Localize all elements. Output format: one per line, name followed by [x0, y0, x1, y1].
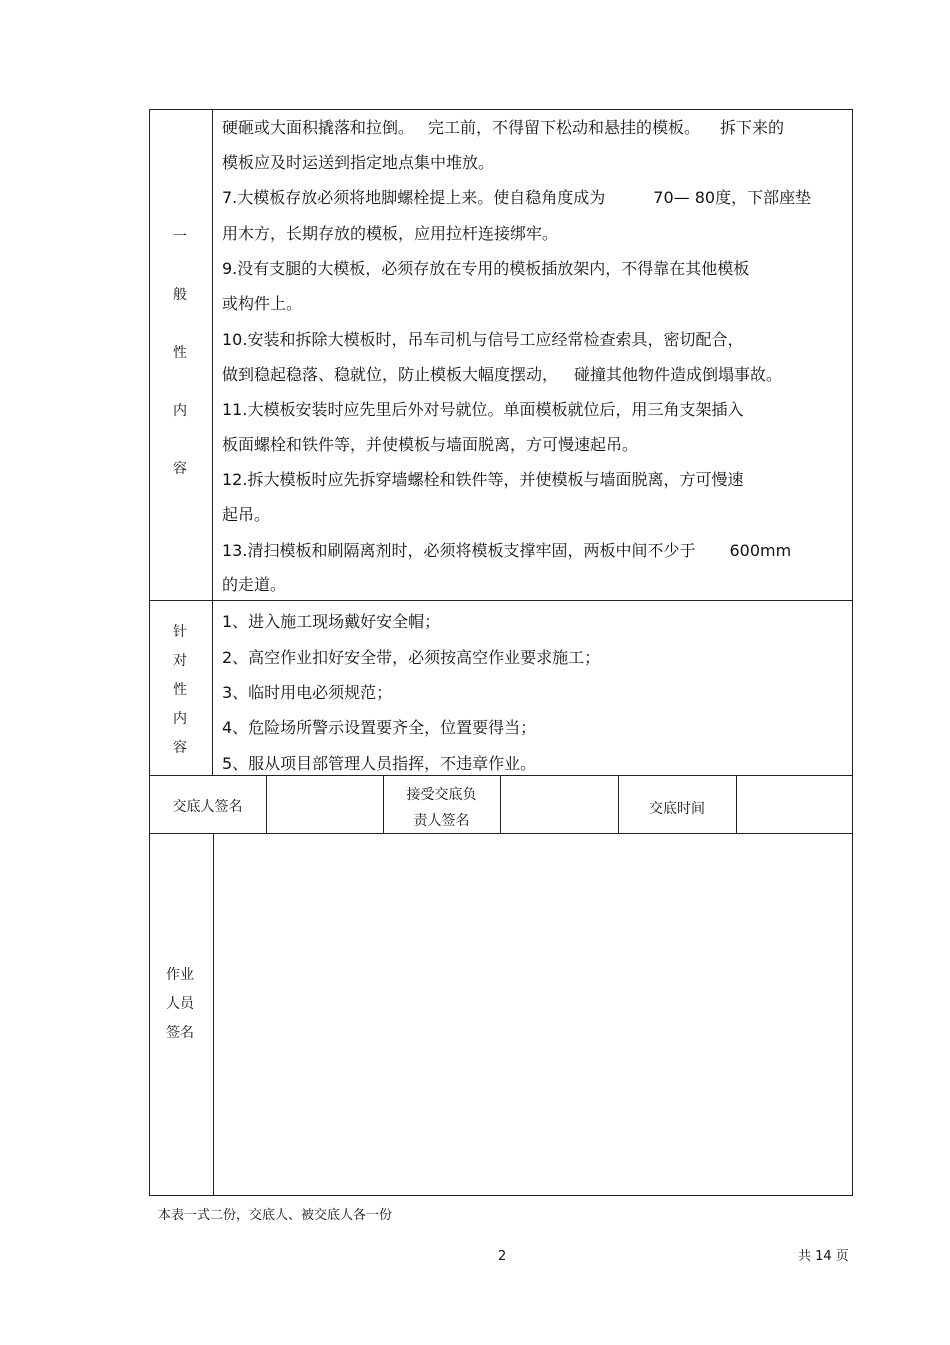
workers-signature-area[interactable] [214, 834, 853, 1196]
general-line-part: 做到稳起稳落、稳就位，防止模板大幅度摆动， [222, 365, 559, 384]
disclosure-time-field[interactable] [736, 798, 853, 816]
general-line: 用木方，长期存放的模板，应用拉杆连接绑牢。 [222, 224, 559, 243]
page-number: 2 [498, 1249, 507, 1264]
targeted-label-char: 针 [173, 624, 187, 640]
discloser-signature-field[interactable] [266, 798, 383, 816]
general-label-char: 容 [173, 461, 187, 477]
targeted-label-char: 内 [173, 711, 187, 727]
general-line-part: 硬砸或大面积撬落和拉倒。 [222, 118, 415, 137]
general-line-part: 碰撞其他物件造成倒塌事故。 [574, 365, 783, 384]
discloser-signature-label: 交底人签名 [172, 799, 243, 815]
general-line: 或构件上。 [222, 294, 303, 313]
total-pages: 共 14 页 [798, 1249, 849, 1264]
general-line [222, 188, 811, 208]
targeted-item: 2、高空作业扣好安全带，必须按高空作业要求施工； [222, 648, 601, 667]
general-label-char: 般 [173, 287, 187, 303]
targeted-item: 4、危险场所警示设置要齐全，位置要得当； [222, 718, 537, 737]
targeted-label-char: 容 [173, 740, 187, 756]
general-line: 模板应及时运送到指定地点集中堆放。 [222, 153, 495, 172]
targeted-item: 5、服从项目部管理人员指挥，不违章作业。 [222, 754, 537, 773]
general-label-char: 内 [173, 403, 187, 419]
general-label-char: 一 [173, 229, 187, 245]
footer-note: 本表一式二份，交底人、被交底人各一份 [158, 1208, 393, 1223]
row-divider-general-targeted [149, 600, 853, 601]
workers-signature-label: 签名 [166, 1025, 194, 1041]
general-line [222, 541, 791, 561]
row-divider-targeted-signature [149, 775, 853, 776]
general-line-part: 70— 80度，下部座垫 [653, 188, 812, 207]
targeted-item: 3、临时用电必须规范； [222, 683, 393, 702]
general-label-char: 性 [173, 345, 187, 361]
general-line-part: 完工前，不得留下松动和悬挂的模板。 [428, 118, 701, 137]
general-line: 9.没有支腿的大模板，必须存放在专用的模板插放架内，不得靠在其他模板 [222, 259, 750, 278]
general-line [222, 118, 784, 138]
targeted-label-char: 性 [173, 682, 187, 698]
receiver-signature-field[interactable] [500, 798, 618, 816]
general-line: 12.拆大模板时应先拆穿墙螺栓和铁件等，并使模板与墙面脱离，方可慢速 [222, 470, 744, 489]
general-line: 10.安装和拆除大模板时，吊车司机与信号工应经常检查索具，密切配合， [222, 330, 744, 349]
targeted-label-char: 对 [173, 653, 187, 669]
general-line [222, 365, 782, 385]
general-line: 板面螺栓和铁件等，并使模板与墙面脱离，方可慢速起吊。 [222, 435, 639, 454]
general-line-part: 600mm [729, 541, 792, 560]
general-line: 11.大模板安装时应先里后外对号就位。单面模板就位后，用三角支架插入 [222, 400, 744, 419]
disclosure-time-label: 交底时间 [649, 801, 705, 817]
label-column-divider-top [212, 109, 213, 775]
targeted-item: 1、进入施工现场戴好安全帽； [222, 612, 441, 631]
general-line: 的走道。 [222, 575, 287, 594]
general-line-part: 7.大模板存放必须将地脚螺栓提上来。使自稳角度成为 [222, 188, 606, 207]
general-line-part: 拆下来的 [720, 118, 785, 137]
receiver-signature-label-line1: 接受交底负 [406, 787, 477, 803]
receiver-signature-label-line2: 责人签名 [413, 813, 470, 829]
general-line: 起吊。 [222, 505, 271, 524]
workers-signature-label: 作业 [166, 967, 194, 983]
general-line-part: 13.清扫模板和刷隔离剂时，必须将模板支撑牢固，两板中间不少于 [222, 541, 696, 560]
workers-signature-label: 人员 [166, 996, 194, 1012]
